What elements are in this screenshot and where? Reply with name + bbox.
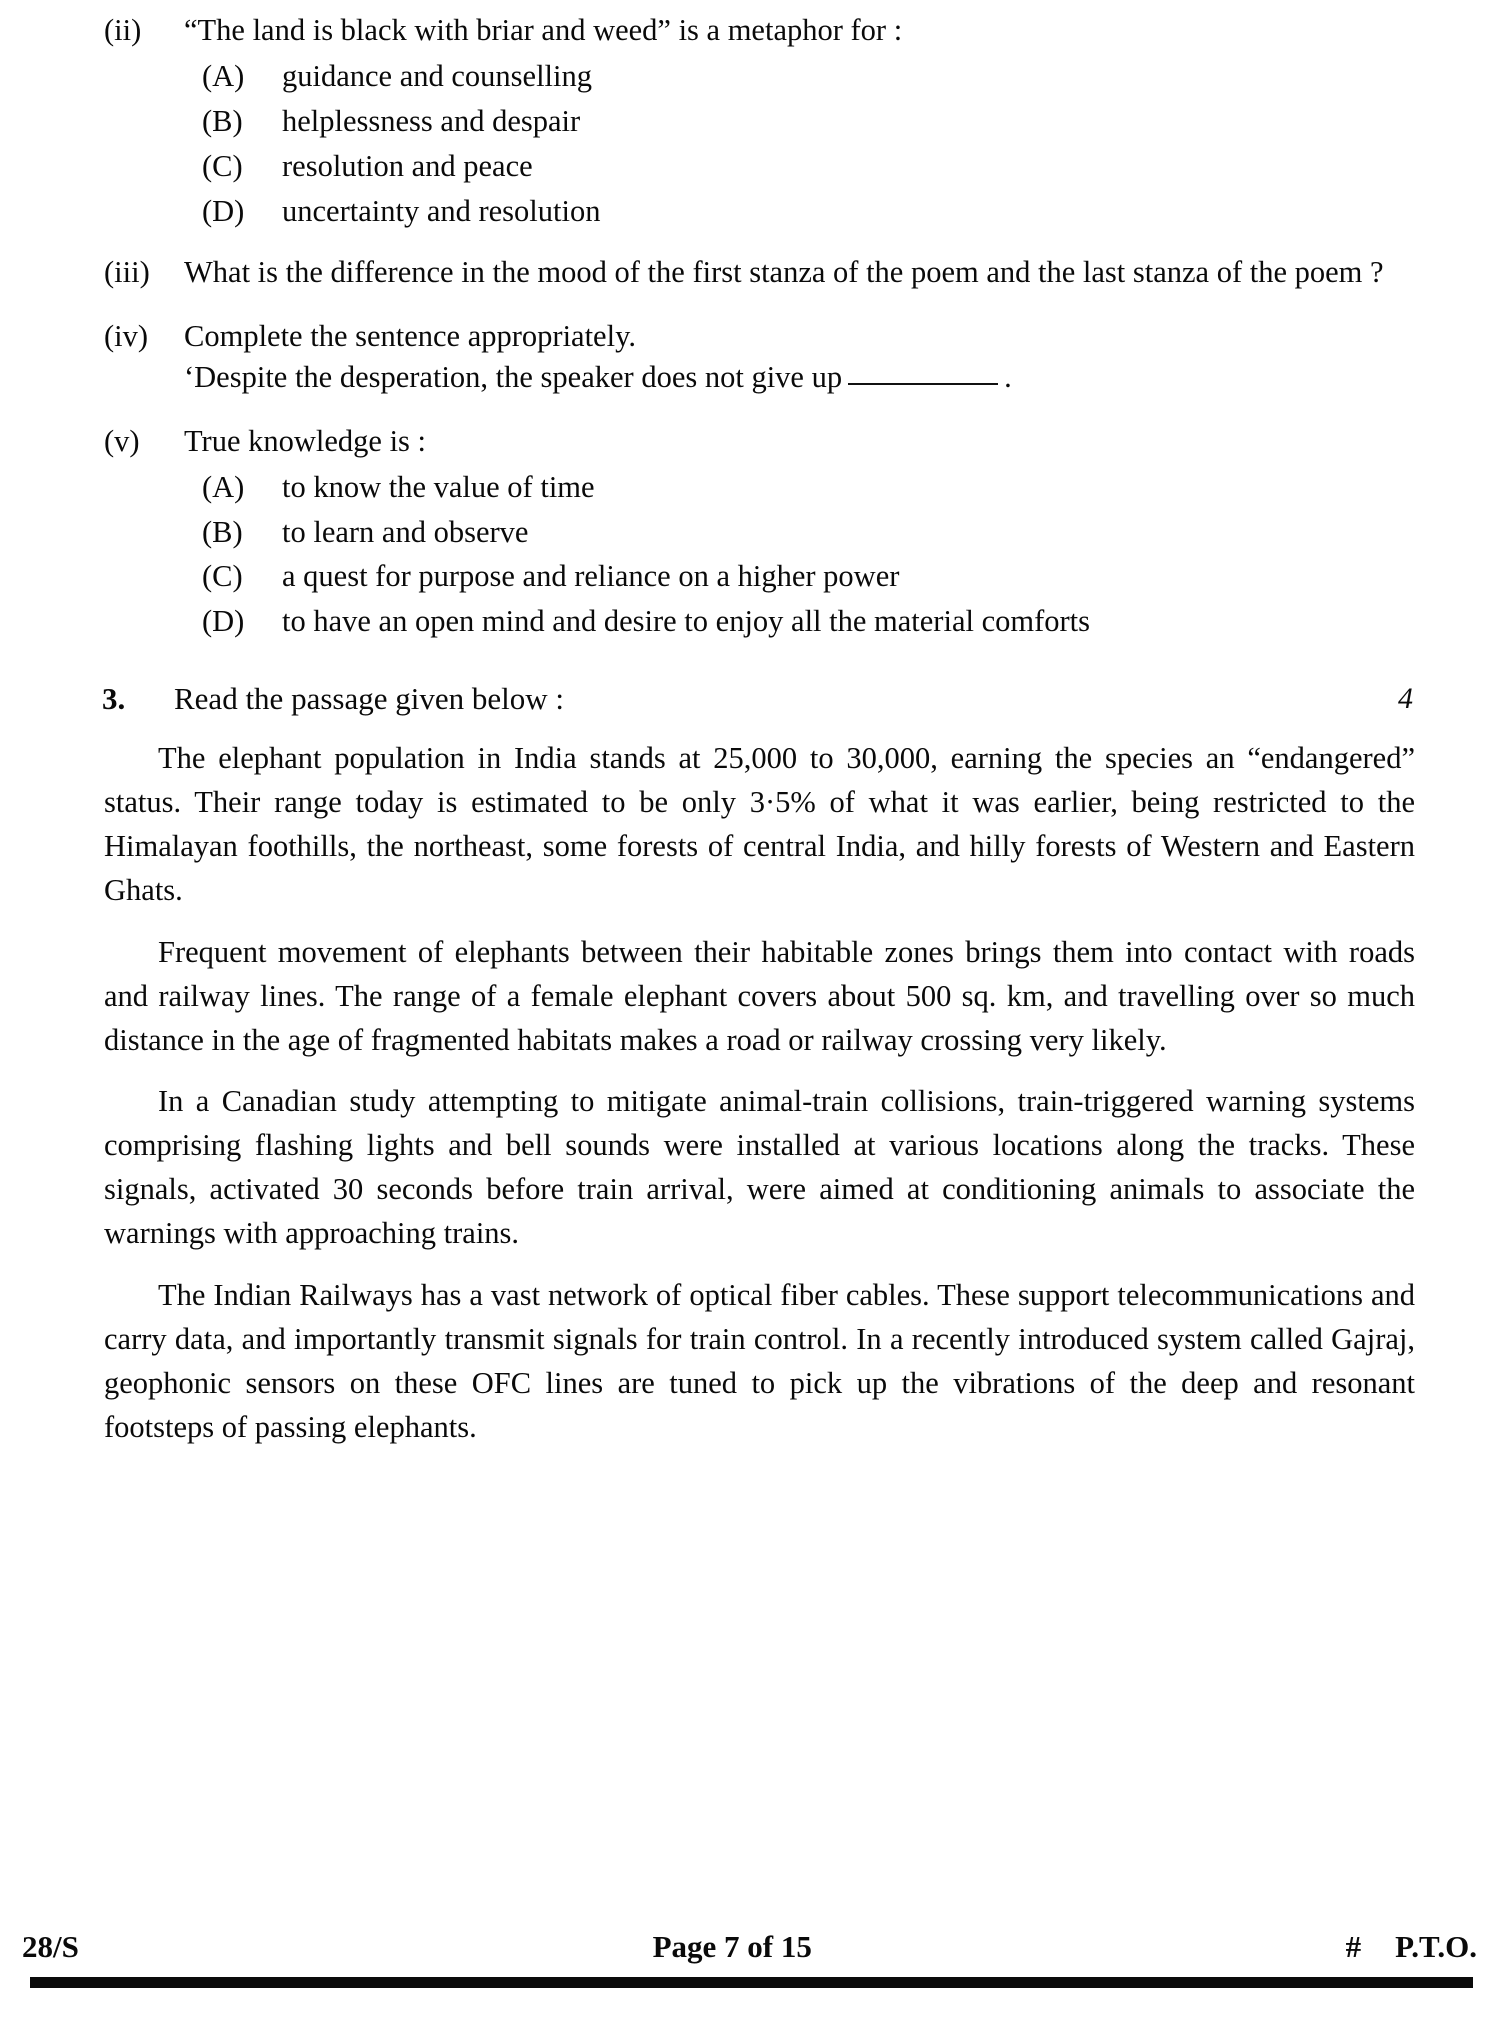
footer-row: [22, 1929, 1477, 1965]
option-text: to have an open mind and desire to enjoy all the material comforts: [282, 604, 1090, 639]
option-letter: (C): [202, 559, 243, 594]
blank-sentence-prefix: ‘Despite the desperation, the speaker does not give up: [184, 360, 843, 395]
paper-code: 28/S: [22, 1929, 79, 1964]
option-text: resolution and peace: [282, 148, 533, 183]
question-item-iii: [90, 252, 1415, 293]
hash-mark: #: [1345, 1929, 1362, 1964]
fill-in-the-blank-sentence: [184, 357, 1415, 398]
question-stem-v: True knowledge is :: [184, 423, 427, 458]
question-stem-ii: “The land is black with briar and weed” is a metaphor for :: [184, 13, 903, 47]
option-text: helplessness and despair: [282, 104, 581, 139]
question-3: [90, 679, 1415, 719]
answer-blank-rule[interactable]: [848, 383, 998, 385]
footer-divider: [30, 1977, 1473, 1988]
option-text: guidance and counselling: [282, 59, 592, 94]
option-v-d: [194, 600, 1415, 643]
page-number-label: Page 7 of 15: [652, 1929, 812, 1964]
passage-paragraph-3: In a Canadian study attempting to mitigate animal-train collisions, train-triggered warning systems comprising flashing lights and bell sounds were installed at various locations along the tracks. These signals, activated 30 seconds before train arrival, were aimed at conditioning animals to associate the warnings with approaching trains.: [104, 1084, 1415, 1251]
option-text: uncertainty and resolution: [282, 193, 601, 228]
question-number-v: (v): [104, 423, 140, 458]
question-stem-iii: What is the difference in the mood of the first stanza of the poem and the last stanza of the poem ?: [184, 255, 1384, 290]
question-item-ii: [90, 10, 1415, 51]
option-v-c: [194, 555, 1415, 598]
question-stem-iv: [184, 316, 1415, 399]
option-text: a quest for purpose and reliance on a higher power: [282, 559, 900, 594]
option-ii-d: [194, 190, 1415, 233]
question-number-iv: (iv): [104, 318, 149, 353]
option-letter: (D): [202, 604, 245, 639]
question-number-iii: (iii): [104, 255, 150, 290]
option-ii-c: [194, 145, 1415, 188]
blank-sentence-suffix: .: [1004, 360, 1012, 395]
question-item-iv: [90, 316, 1415, 399]
passage-paragraph-1: The elephant population in India stands at 25,000 to 30,000, earning the species an “endangered” status. Their range today is estimated to be only 3·5% of what it was earlier, being restricted to the Himalayan foothills, the northeast, some forests of central India, and hilly forests of Western and Eastern Ghats.: [104, 741, 1415, 907]
option-v-b: [194, 511, 1415, 554]
question-stem-iv-line1: Complete the sentence appropriately.: [184, 318, 636, 353]
options-v: [194, 466, 1415, 643]
option-letter: (A): [202, 470, 245, 505]
option-text: to know the value of time: [282, 470, 595, 505]
question-number-ii: (ii): [104, 13, 142, 47]
option-letter: (B): [202, 514, 243, 549]
option-letter: (C): [202, 148, 243, 183]
page-footer: [0, 1929, 1505, 1988]
footer-right-group: [1346, 1929, 1477, 1965]
option-letter: (B): [202, 104, 243, 139]
reading-passage: [90, 737, 1415, 1450]
question-3-text: Read the passage given below :: [174, 680, 564, 716]
option-letter: (D): [202, 193, 245, 228]
option-ii-a: [194, 55, 1415, 98]
question-item-v: [90, 421, 1415, 462]
option-letter: (A): [202, 59, 245, 94]
pto-label: P.T.O.: [1395, 1929, 1477, 1964]
question-3-marks: 4: [1398, 681, 1413, 715]
option-text: to learn and observe: [282, 514, 529, 549]
question-3-number: 3.: [102, 680, 126, 716]
options-ii: [194, 55, 1415, 232]
option-v-a: [194, 466, 1415, 509]
passage-paragraph-4: The Indian Railways has a vast network of optical fiber cables. These support telecommunications and carry data, and importantly transmit signals for train control. In a recently introduced system called Gajraj, geophonic sensors on these OFC lines are tuned to pick up the vibrations of the deep and resonant footsteps of passing elephants.: [104, 1278, 1415, 1444]
option-ii-b: [194, 100, 1415, 143]
passage-paragraph-2: Frequent movement of elephants between their habitable zones brings them into contact with roads and railway lines. The range of a female elephant covers about 500 sq. km, and travelling over so much distance in the age of fragmented habitats makes a road or railway crossing very likely.: [104, 934, 1415, 1057]
